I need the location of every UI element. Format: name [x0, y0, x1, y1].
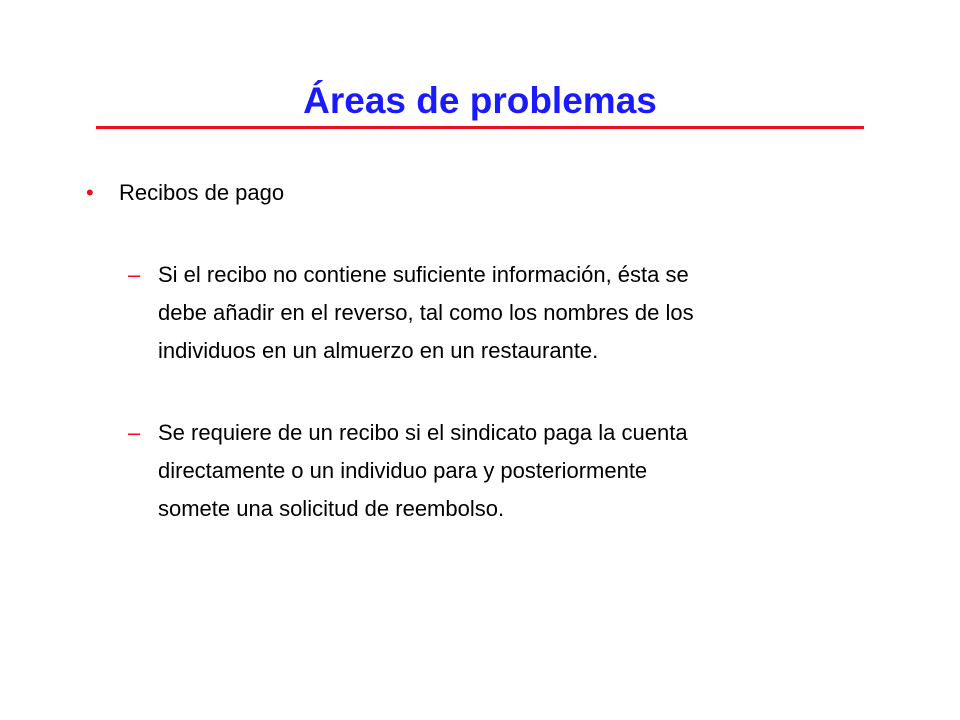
text-line: debe añadir en el reverso, tal como los nombres de los: [158, 300, 694, 325]
bullet-item: [86, 176, 876, 210]
bullet-marker: •: [86, 180, 94, 205]
sub-item-text: [158, 256, 886, 370]
sub-item-text: [158, 414, 886, 528]
dash-marker: –: [128, 262, 141, 287]
text-line: Si el recibo no contiene suficiente información, ésta se: [158, 262, 689, 287]
sub-item-receipt-required: [128, 414, 888, 528]
text-line: somete una solicitud de reembolso.: [158, 496, 505, 521]
bullet-text: Recibos de pago: [119, 180, 285, 205]
slide-title: Áreas de problemas: [303, 80, 657, 121]
title-underline: [96, 126, 864, 129]
text-line: directamente o un individuo para y posteriormente: [158, 458, 648, 483]
dash-marker: –: [128, 420, 141, 445]
sub-item-receipt-info: [128, 256, 888, 370]
text-line: individuos en un almuerzo en un restaurante.: [158, 338, 599, 363]
text-line: Se requiere de un recibo si el sindicato paga la cuenta: [158, 420, 688, 445]
